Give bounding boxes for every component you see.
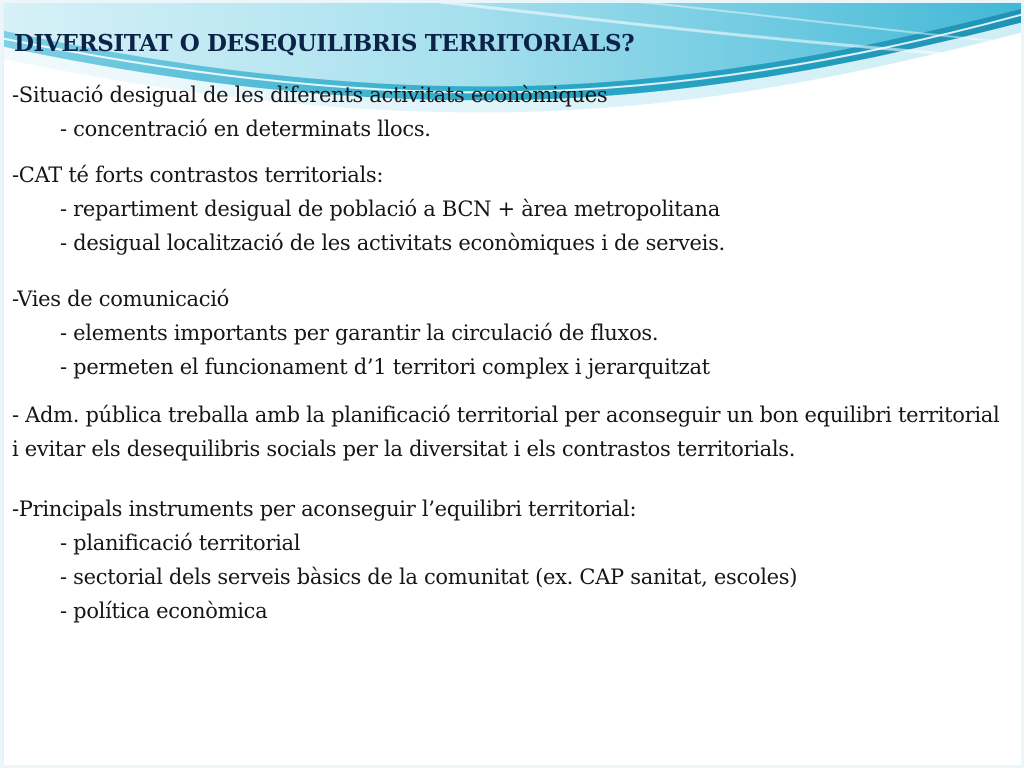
bullet-lead: -Situació desigual de les diferents activitats econòmiques bbox=[12, 83, 608, 107]
sub-bullet: - concentració en determinats llocs. bbox=[60, 117, 431, 141]
sub-bullet: - desigual localització de les activitats econòmiques i de serveis. bbox=[60, 231, 725, 255]
paragraph: - Adm. pública treballa amb la planificació territorial per aconseguir un bon equilibri territorial i evitar els desequilibris socials per la diversitat i els contrastos territorials. bbox=[12, 403, 1000, 461]
slide-content bbox=[12, 78, 1012, 628]
section-situacio bbox=[12, 78, 1012, 146]
slide-title: DIVERSITAT O DESEQUILIBRIS TERRITORIALS? bbox=[14, 30, 635, 57]
bullet-lead: -Vies de comunicació bbox=[12, 287, 229, 311]
bullet-lead: -Principals instruments per aconseguir l’equilibri territorial: bbox=[12, 497, 637, 521]
sub-bullet: - planificació territorial bbox=[60, 531, 301, 555]
section-contrastos bbox=[12, 158, 1012, 260]
section-instruments bbox=[12, 492, 1012, 628]
left-strip bbox=[0, 0, 4, 768]
sub-bullet: - repartiment desigual de població a BCN + àrea metropolitana bbox=[60, 197, 720, 221]
sub-bullet: - permeten el funcionament d’1 territori complex i jerarquitzat bbox=[60, 355, 710, 379]
sub-bullet: - sectorial dels serveis bàsics de la comunitat (ex. CAP sanitat, escoles) bbox=[60, 565, 798, 589]
sub-bullet: - política econòmica bbox=[60, 599, 268, 623]
bullet-lead: -CAT té forts contrastos territorials: bbox=[12, 163, 384, 187]
sub-bullet: - elements importants per garantir la circulació de fluxos. bbox=[60, 321, 659, 345]
section-vies bbox=[12, 282, 1012, 384]
section-adm-publica bbox=[12, 398, 1012, 466]
